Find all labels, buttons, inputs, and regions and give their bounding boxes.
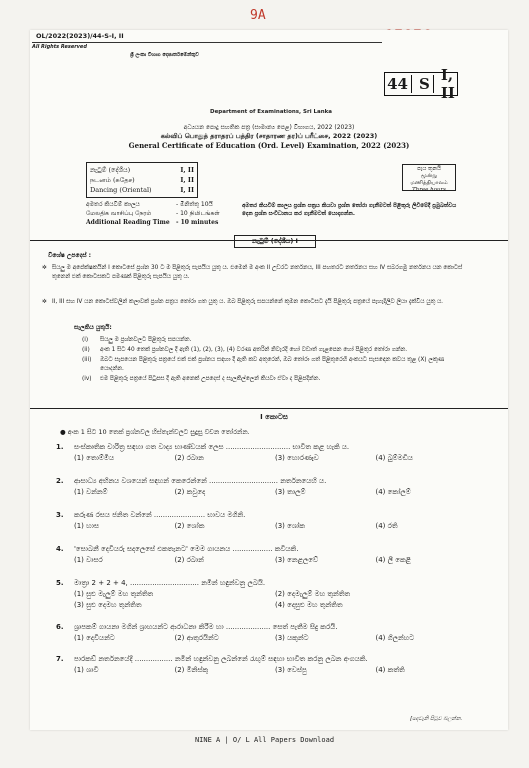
option: (2) දෙමැලුම් මහ තුන්තිත [275,590,351,598]
option: (4) කෝලම් [375,488,411,496]
question [56,544,476,566]
question-number: 1. [56,443,64,451]
option: (4) දෙසුළු මහ තුන්තිත [275,601,343,609]
item-number: (ii) [82,347,90,353]
question-number: 4. [56,545,64,553]
duration-en: Three hours [412,187,446,193]
subject-part: I, II [180,186,194,194]
item-number: (i) [82,337,89,343]
item-text: එම පිළිතුරු පත්‍රයේ පිටුපස දී ඇති අනෙක් උපදෙස් ද සැලකිල්ලෙන් කියවා ඒවා ද පිළිපදින්න. [100,376,321,382]
option: (3) වෙස්පු [275,666,307,674]
option: (1) තොම්මිය [74,454,114,462]
star-bullet-icon: ✲ [42,299,47,305]
instruction-text: සියලු ම අපේක්ෂකයින් I කොටසේ ප්‍රශ්න 30 ට ම පිළිතුරු සැපයිය යුතු ය. එමෙන් ම අංක II උඩරට නර්තනය, III පහතරට නර්තනය සහ IV සබරගමු නර්තනය යන කොටස් තුනෙන් එක් කොටසකට පමණක් පිළිතුරු සැපයිය යුතු ය. [52,265,463,280]
reading-time [86,200,220,227]
paper-label: නැටුම් (දේශීය) I [234,235,316,248]
department-title-si: ශ්‍රී ලංකා විභාග දෙපාර්තමේන්තුව [130,52,199,58]
subject-row [90,165,194,175]
question-number: 6. [56,623,64,631]
option: (2) කවුදෙ [174,488,206,496]
question [56,510,476,532]
question-stem: ශ්‍රාපකම් ගායනා මගින් ශ්‍රාහයන්ට ආරාධනා කිරීම හා .................... සෙත් පැතීම සිදු කරයි. [74,623,338,631]
option: (3) හොරණෑව [275,454,319,462]
reading-label-ta: மேலதிக வாசிப்பு நேரம் [86,210,152,217]
list-item [82,356,462,374]
list-item [82,375,462,384]
list-item [82,346,462,355]
option: (2) රබාන [174,454,204,462]
special-notes-title: සැලකිය යුතුයි: [74,324,112,331]
question [56,442,476,464]
question [56,654,476,676]
subject-part: I, II [180,166,194,174]
option: (2) මිනිස්කු [174,666,209,674]
rights-strip [32,42,382,52]
option: (1) ශාවි [74,666,99,674]
department-title-en: Department of Examinations, Sri Lanka [210,109,333,115]
question-stem: පාරකඩ් නර්තනයේදී ................. නමින් හඳුන්වනු ලබන්නේ රැඟුම් සඳහා භාවිත කරනු ලබන අංගයකි. [74,655,368,663]
option: (3) නෙළලවේ [275,556,319,564]
subject-name: නැටුම් (දේශීය) [90,166,131,174]
question-stem: කරුණ රසය ජනිත වන්නේ ....................... භාවය මගිනි. [74,511,246,519]
item-text: ඔබට සැපයෙන පිළිතුරු පත්‍රයේ එක් එක් ප්‍රශ්නය සඳහා දී ඇති කව අතුරෙන්, ඔබ තෝරා ගත් පිළිතුරෙහි අංකයට සැසඳෙන කවය තුළ (X) ලකුණ යොදන්න. [100,357,445,372]
duration-si: පැය තුනයි [417,166,441,172]
instruction-item [42,298,472,307]
reading-value-si: - මිනිත්තු 10යි [176,201,213,208]
header-band [32,52,404,116]
reading-value-en: - 10 minutes [176,219,219,226]
duration-box [402,164,456,191]
special-notes-list [82,336,462,385]
subject-parts: I, II [440,66,455,102]
subject-row [90,185,194,195]
option: (2) ආතුරයින්ට [174,634,219,642]
exam-paper-page [30,30,508,730]
rights-text: All Rights Reserved [32,44,87,50]
question-number: 2. [56,477,64,485]
part-label: I කොටස [260,413,288,421]
reading-value-ta: - 10 நிமிடங்கள் [176,210,220,217]
option: (4) බුම්මඩිය [375,454,413,462]
list-item [82,336,462,345]
option: (4) රති [375,522,398,530]
subject-name: Dancing (Oriental) [90,186,152,194]
duration-ta: மூன்று மணித்தியாலம் [410,173,448,186]
option: (2) රබාන් [174,556,204,564]
question [56,622,476,644]
option: (1) දෙවියන්ට [74,634,115,642]
instruction-text: II, III සහ IV යන කොටස්වලින් කලාවක් ප්‍රශ්න පත්‍රය තෝරා ගත යුතු ය. ඔබ පිළිතුරු සපයන්නේ කුමන කොටසට දැයි පිළිතුරු පත්‍රයේ පැහැදිලිව ලියා දැක්විය යුතු ය. [52,299,444,305]
option: (4) ගිලන්හට [375,634,415,642]
question-stem: 'සොබනී දෙවියරු සදලෙසේ එකතැනට' මෙම ගායනය .................. කවියකි. [74,545,299,553]
exam-title-si: අධ්‍යයන පොදු සහතික පත්‍ර (සාමාන්‍ය පෙළ) විභාගය, 2022 (2023) [183,124,355,131]
subject-code-box [384,66,458,102]
option: (3) යකුන්ට [275,634,309,642]
option: (1) වාසර [74,556,103,564]
exam-title-en: General Certificate of Education (Ord. Level) Examination, 2022 (2023) [128,141,410,150]
star-bullet-icon: ✲ [42,265,47,271]
subject-medium: S [416,75,434,93]
exam-title-ta: கல்விப் பொதுத் தராதரப் பத்திர (சாதாரண தர)ப் பரீட்சை, 2022 (2023) [160,132,378,140]
option: (1) හාස [74,522,99,530]
option: (4) ලී කෙළි [375,556,411,564]
paper-code: OL/2022(2023)/44-S-I, II [36,32,124,40]
item-number: (iii) [82,357,92,363]
subject-code: 44 [384,75,412,93]
option: (4) කත්ති [375,666,405,674]
option: (3) සුළු දෙමහ තුන්තිත [74,601,142,609]
subject-part: I, II [180,176,194,184]
item-number: (iv) [82,376,92,382]
question-stem: මාත්‍රා 2 + 2 + 4, ............................... නමින් හඳුන්වනු ලබයි. [74,579,266,587]
item-text: සියලු ම ප්‍රශ්නවලට පිළිතුරු සපයන්න. [100,337,192,343]
divider [30,408,508,409]
option: (2) ශෝක [174,522,205,530]
option: (3) තාලම් [275,488,306,496]
subject-name: நடனம் (சுதேச) [90,176,135,184]
option: (3) ශෝක [275,522,305,530]
subject-list [86,162,198,198]
instructions-title: විශේෂ උපදෙස් : [48,252,92,259]
watermark: NINE A | O/ L All Papers Download [194,736,335,744]
page-turn-note: [දෙවැනි පිටුව බලන්න. [410,716,463,722]
question-number: 7. [56,655,64,663]
question [56,578,476,611]
reading-note: අමතර කියවීම් කාලය ප්‍රශ්න පත්‍රය කියවා ප්‍රශ්න තෝරා ගැනීමටත් පිළිතුරු ලිවීමේදී ප්‍රමුඛත්වය දෙන ප්‍රශ්න සංවිධානය කර ගැනීමටත් යොදාගන්න. [242,203,457,217]
subject-row [90,175,194,185]
handwritten-mark-left: 9A [250,8,266,23]
item-text: අංක 1 සිට 40 තෙක් ප්‍රශ්නවල දී ඇති (1), (2), (3), (4) වරණ අතරින් නිවැරදි හෝ වඩාත් ගැළපෙන හෝ පිළිතුර තෝරා ගන්න. [100,347,408,353]
question-number: 5. [56,579,64,587]
exam-title [30,124,508,150]
question-stem: ආසාධ්‍ය අභිනය වශයෙන් සඳහන් කෙරෙන්නේ ............................... නර්තනයෙහි ය. [74,477,327,485]
option: (1) වන්නම් [74,488,108,496]
question [56,476,476,498]
question-number: 3. [56,511,64,519]
reading-label-en: Additional Reading Time [86,219,170,226]
instruction-item [42,264,472,282]
part-intro: ● අංක 1 සිට 10 තෙක් ප්‍රශ්නවල හිස්තැන්වලට සුදුසු වචන තෝරන්න. [60,428,250,436]
option: (1) සුළු මැලුම් මහ තුන්තිත [74,590,154,598]
reading-label-si: අමතර කියවීම් කාලය [86,201,140,208]
question-stem: සංස්කෘතික චාරිත්‍ර සඳහා ගත වාද්‍ය භාණ්ඩයක් ලෙස ............................. භාවිත කළ හැකි ය. [74,443,350,451]
